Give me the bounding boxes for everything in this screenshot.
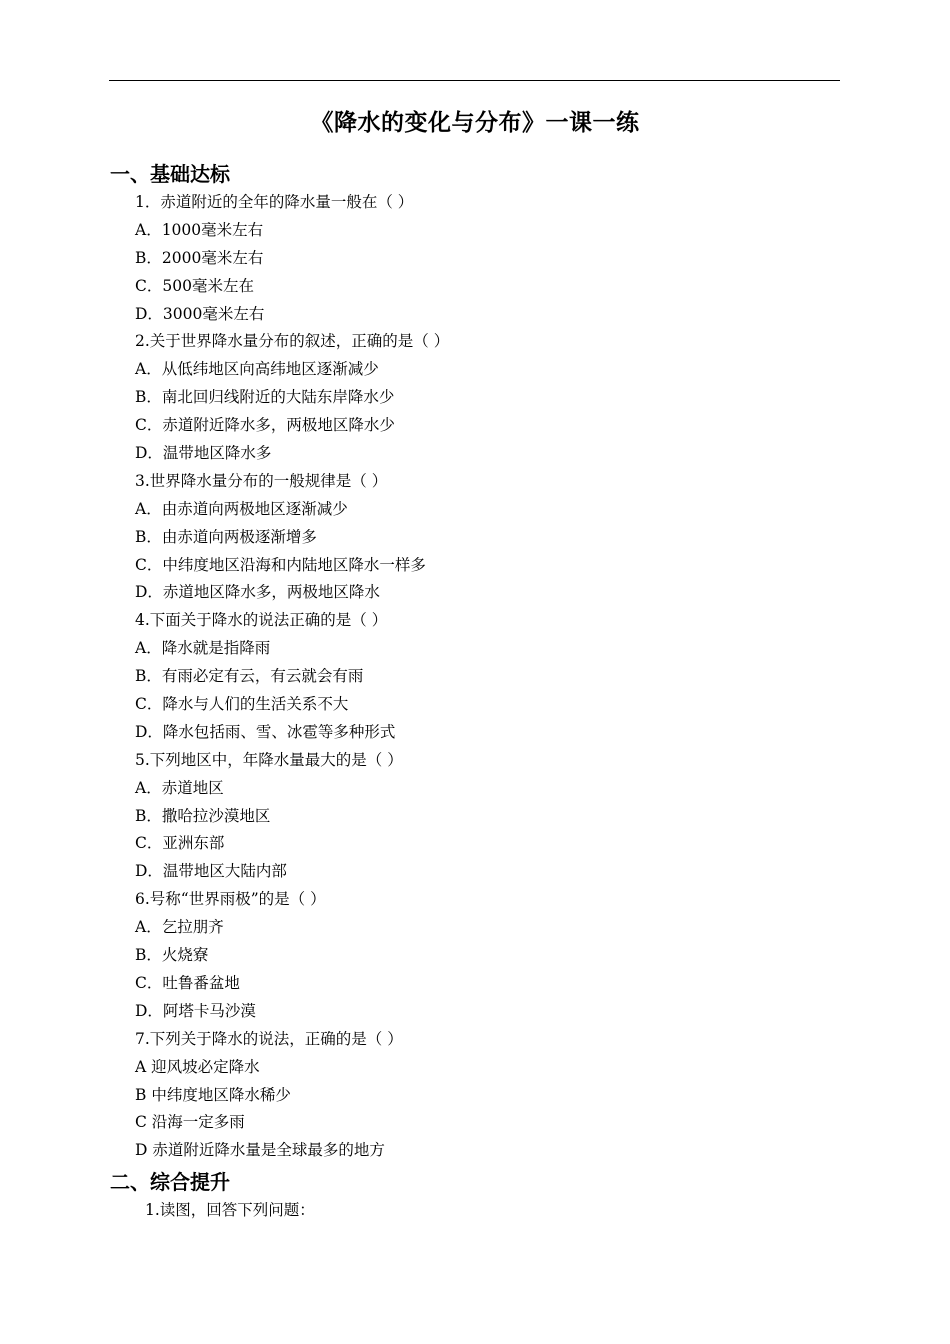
question-4-option-c: C．降水与人们的生活关系不大	[135, 695, 349, 714]
question-2-option-a: A．从低纬地区向高纬地区逐渐减少	[135, 360, 379, 379]
question-4-option-d: D．降水包括雨、雪、冰雹等多种形式	[135, 722, 396, 741]
advanced-question-1-stem: 1.读图，回答下列问题：	[145, 1201, 315, 1219]
question-1-option-a: A．1000毫米左右	[135, 220, 264, 239]
question-3-option-a: A．由赤道向两极地区逐渐减少	[135, 499, 348, 518]
question-7-option-b: B 中纬度地区降水稀少	[135, 1085, 291, 1104]
question-1-option-c: C．500毫米左在	[135, 276, 254, 295]
question-list	[135, 189, 835, 1165]
question-1-stem: 1．赤道附近的全年的降水量一般在（ ）	[135, 193, 414, 211]
question-3-stem: 3.世界降水量分布的一般规律是（ ）	[135, 471, 388, 490]
question-6-option-b: B．火烧寮	[135, 946, 209, 965]
header-rule	[109, 80, 840, 81]
question-6-option-c: C．吐鲁番盆地	[135, 973, 240, 992]
question-7-stem: 7.下列关于降水的说法，正确的是（ ）	[135, 1029, 403, 1048]
section-heading-basic: 一、基础达标	[110, 162, 230, 186]
document-title: 《降水的变化与分布》一课一练	[310, 110, 640, 136]
question-2-stem: 2.关于世界降水量分布的叙述，正确的是（ ）	[135, 332, 450, 351]
section-heading-advanced: 二、综合提升	[110, 1170, 230, 1194]
question-7-option-c: C 沿海一定多雨	[135, 1113, 245, 1132]
question-7-option-a: A 迎风坡必定降水	[135, 1057, 260, 1076]
question-1-option-d: D．3000毫米左右	[135, 304, 265, 323]
question-3-option-b: B．由赤道向两极逐渐增多	[135, 527, 317, 546]
question-3-option-c: C．中纬度地区沿海和内陆地区降水一样多	[135, 555, 426, 574]
question-5-option-b: B．撒哈拉沙漠地区	[135, 806, 271, 825]
question-6-stem: 6.号称“世界雨极”的是（ ）	[135, 890, 326, 909]
question-4-stem: 4.下面关于降水的说法正确的是（ ）	[135, 611, 388, 630]
question-3-option-d: D．赤道地区降水多，两极地区降水	[135, 583, 380, 602]
question-2-option-c: C．赤道附近降水多，两极地区降水少	[135, 416, 395, 435]
question-6-option-d: D．阿塔卡马沙漠	[135, 1001, 256, 1020]
question-4-option-a: A．降水就是指降雨	[135, 639, 271, 658]
question-2-option-b: B．南北回归线附近的大陆东岸降水少	[135, 388, 395, 407]
question-5-option-c: C．亚洲东部	[135, 834, 225, 853]
question-2-option-d: D．温带地区降水多	[135, 444, 272, 463]
question-5-option-d: D．温带地区大陆内部	[135, 862, 287, 881]
question-1-option-b: B．2000毫米左右	[135, 248, 264, 267]
question-4-option-b: B．有雨必定有云，有云就会有雨	[135, 667, 364, 686]
question-5-stem: 5.下列地区中，年降水量最大的是（ ）	[135, 750, 403, 769]
question-5-option-a: A．赤道地区	[135, 778, 224, 797]
question-6-option-a: A．乞拉朋齐	[135, 918, 224, 937]
question-7-option-d: D 赤道附近降水量是全球最多的地方	[135, 1141, 385, 1160]
